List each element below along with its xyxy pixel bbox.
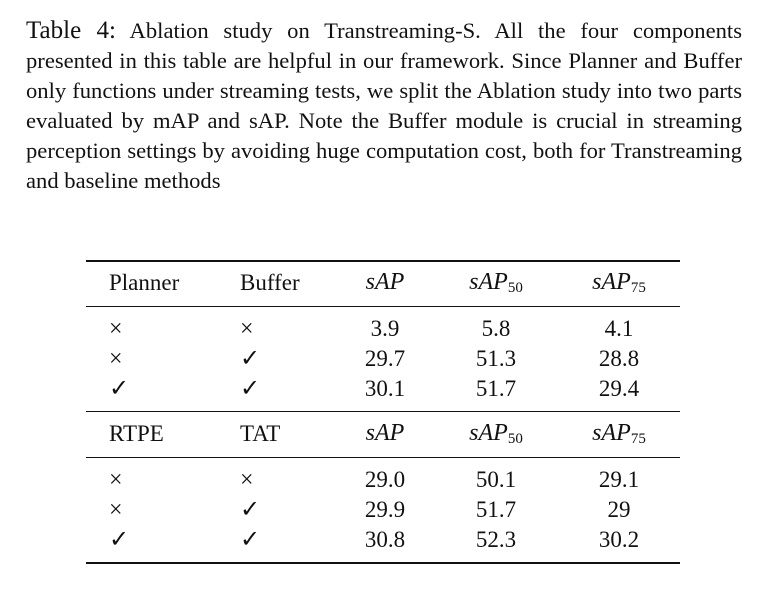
top-rule [86, 260, 680, 262]
sap50-value: 52.3 [475, 527, 517, 552]
rtpe-mark: × [109, 497, 123, 523]
header-sap: sAP [365, 269, 405, 295]
sap-value: 30.1 [364, 376, 406, 401]
header-sap75: sAP$_{75}$ [592, 420, 646, 447]
header-tat: TAT [240, 421, 281, 446]
sap50-value: 51.3 [475, 346, 517, 371]
sap75-value: 29 [607, 497, 631, 522]
sap-value: 29.7 [364, 346, 406, 371]
tat-mark: ✓ [240, 527, 261, 553]
sap-value: 3.9 [370, 316, 400, 341]
sap50-value: 5.8 [481, 316, 511, 341]
sap50-value: 50.1 [475, 467, 517, 492]
tat-mark: × [240, 467, 254, 493]
sap-value: 30.8 [364, 527, 406, 552]
sap75-value: 29.1 [598, 467, 640, 492]
buffer-mark: ✓ [240, 376, 261, 402]
mid-rule-1 [86, 306, 680, 307]
tat-mark: ✓ [240, 497, 261, 523]
sap-value: 29.0 [364, 467, 406, 492]
planner-mark: × [109, 346, 123, 372]
table-caption [26, 16, 742, 196]
mid-rule-3 [86, 457, 680, 458]
rtpe-mark: ✓ [109, 527, 130, 553]
sap-value: 29.9 [364, 497, 406, 522]
sap50-value: 51.7 [475, 497, 517, 522]
rtpe-mark: × [109, 467, 123, 493]
header-planner: Planner [109, 270, 180, 295]
sap75-value: 28.8 [598, 346, 640, 371]
header-sap: sAP [365, 420, 405, 446]
header-sap50: sAP$_{50}$ [469, 269, 523, 296]
caption-label: Table 4: [26, 17, 116, 44]
header-rtpe: RTPE [109, 421, 164, 446]
header-sap75: sAP$_{75}$ [592, 269, 646, 296]
buffer-mark: × [240, 316, 254, 342]
planner-mark: × [109, 316, 123, 342]
sap75-value: 29.4 [598, 376, 640, 401]
planner-mark: ✓ [109, 376, 130, 402]
caption-text: Ablation study on Transtreaming-S. All the four components presented in this table are helpful in our framework. Since Planner and Buffer only functions under streaming tests, we split the Ablation study into two parts evaluated by mAP and sAP. Note the Buffer module is crucial in streaming perception settings by avoiding huge computation cost, both for Transtreaming and baseline methods [26, 18, 743, 193]
mid-rule-2 [86, 411, 680, 412]
sap50-value: 51.7 [475, 376, 517, 401]
bottom-rule [86, 562, 680, 564]
sap75-value: 4.1 [604, 316, 634, 341]
header-sap50: sAP$_{50}$ [469, 420, 523, 447]
sap75-value: 30.2 [598, 527, 640, 552]
header-buffer: Buffer [240, 270, 300, 295]
buffer-mark: ✓ [240, 346, 261, 372]
